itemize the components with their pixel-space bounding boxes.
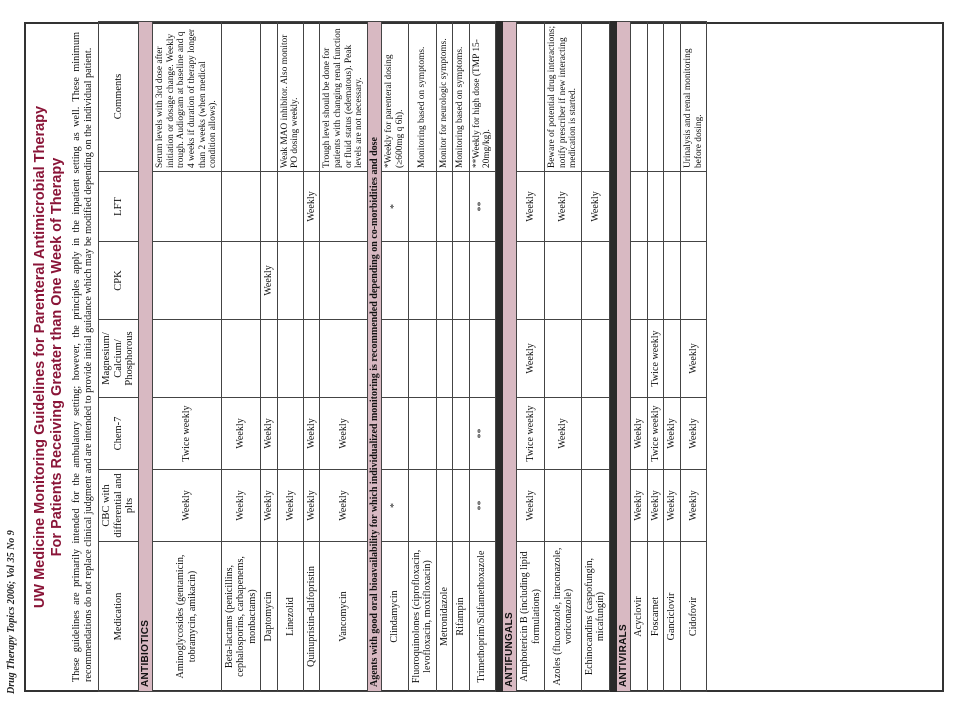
header-row bbox=[99, 22, 139, 692]
cell-cpk bbox=[545, 242, 582, 320]
cell-lft bbox=[680, 172, 706, 242]
cell-lft bbox=[277, 172, 303, 242]
cell-cbc bbox=[436, 470, 453, 542]
table-row bbox=[581, 22, 609, 692]
cell-med: Rifampin bbox=[453, 542, 470, 692]
cell-mag bbox=[221, 320, 261, 398]
cell-chem7: Weekly bbox=[631, 398, 648, 470]
cell-comments: Urinalysis and renal monitoring before dosing. bbox=[680, 22, 706, 172]
cell-med: Foscarnet bbox=[647, 542, 664, 692]
cell-chem7: Weekly bbox=[303, 398, 320, 470]
header-chem7: Chem-7 bbox=[99, 398, 139, 470]
cell-lft: Weekly bbox=[303, 172, 320, 242]
cell-comments: Trough level should be done for patients with changing renal function or fluid status (edematous). Peak levels are not necessary. bbox=[320, 22, 367, 172]
cell-med: Echinocandins (caspofungin, micafungin) bbox=[581, 542, 609, 692]
cell-med: Quinupristin-dalfopristin bbox=[303, 542, 320, 692]
cell-lft bbox=[221, 172, 261, 242]
cell-cpk bbox=[153, 242, 222, 320]
header-cbc: CBC with differential and plts bbox=[99, 470, 139, 542]
table-row bbox=[664, 22, 681, 692]
cell-mag bbox=[303, 320, 320, 398]
cell-chem7 bbox=[408, 398, 436, 470]
header-cpk: CPK bbox=[99, 242, 139, 320]
cell-med: Ganciclovir bbox=[664, 542, 681, 692]
cell-comments bbox=[221, 22, 261, 172]
cell-lft bbox=[408, 172, 436, 242]
cell-mag bbox=[664, 320, 681, 398]
cell-chem7 bbox=[581, 398, 609, 470]
section-divider bbox=[609, 22, 616, 692]
table-row bbox=[320, 22, 367, 692]
header-medication: Medication bbox=[99, 542, 139, 692]
cell-cpk bbox=[453, 242, 470, 320]
cell-lft bbox=[320, 172, 367, 242]
section-row-oral bbox=[367, 22, 382, 692]
cell-chem7: Twice weekly bbox=[647, 398, 664, 470]
cell-cpk bbox=[277, 242, 303, 320]
cell-med: Clindamycin bbox=[382, 542, 408, 692]
cell-chem7: Twice weekly bbox=[153, 398, 222, 470]
cell-comments: *Weekly for parenteral dosing (≥600mg q 6h). bbox=[382, 22, 408, 172]
cell-med: Beta-lactams (penicillins, cephalosporins, carbapenems, monbactams) bbox=[221, 542, 261, 692]
cell-chem7 bbox=[382, 398, 408, 470]
section-label-antifungals: ANTIFUNGALS bbox=[502, 22, 517, 692]
cell-cbc: Weekly bbox=[320, 470, 367, 542]
cell-mag bbox=[277, 320, 303, 398]
cell-cpk bbox=[680, 242, 706, 320]
section-row-antivirals bbox=[616, 22, 631, 692]
cell-med: Metronidazole bbox=[436, 542, 453, 692]
table-row bbox=[277, 22, 303, 692]
cell-med: Azoles (fluconazole, itraconazole, voriconazole) bbox=[545, 542, 582, 692]
cell-chem7: Weekly bbox=[664, 398, 681, 470]
cell-mag bbox=[153, 320, 222, 398]
cell-chem7: Weekly bbox=[261, 398, 278, 470]
section-divider bbox=[495, 22, 502, 692]
cell-mag bbox=[631, 320, 648, 398]
cell-mag: Weekly bbox=[517, 320, 545, 398]
cell-comments bbox=[517, 22, 545, 172]
section-label-oral: Agents with good oral bioavailability for which individualized monitoring is recommended depending on co-morbidities and dose bbox=[367, 22, 382, 692]
table-row bbox=[221, 22, 261, 692]
cell-mag bbox=[320, 320, 367, 398]
cell-comments: Weak MAO inhibitor. Also monitor PO dosing weekly. bbox=[277, 22, 303, 172]
table-row bbox=[545, 22, 582, 692]
cell-cbc: * bbox=[382, 470, 408, 542]
cell-comments bbox=[631, 22, 648, 172]
header-magnesium: Magnesium/ Calcium/ Phosphorous bbox=[99, 320, 139, 398]
cell-lft bbox=[436, 172, 453, 242]
cell-cbc: Weekly bbox=[664, 470, 681, 542]
cell-cpk bbox=[303, 242, 320, 320]
cell-cpk bbox=[382, 242, 408, 320]
cell-chem7: Weekly bbox=[680, 398, 706, 470]
table-row bbox=[469, 22, 495, 692]
cell-comments bbox=[303, 22, 320, 172]
cell-med: Amphotericin B (including lipid formulations) bbox=[517, 542, 545, 692]
cell-comments bbox=[664, 22, 681, 172]
cell-cpk: Weekly bbox=[261, 242, 278, 320]
cell-comments bbox=[261, 22, 278, 172]
cell-cbc: Weekly bbox=[221, 470, 261, 542]
cell-cbc: Weekly bbox=[153, 470, 222, 542]
table-row bbox=[680, 22, 706, 692]
cell-med: Fluoroquinolones (ciprofloxacin, levofloxacin, moxifloxacin) bbox=[408, 542, 436, 692]
document-frame bbox=[24, 22, 944, 692]
cell-cpk bbox=[320, 242, 367, 320]
cell-cbc: Weekly bbox=[303, 470, 320, 542]
table-row bbox=[631, 22, 648, 692]
cell-lft: Weekly bbox=[545, 172, 582, 242]
title-block bbox=[26, 24, 68, 690]
header-lft: LFT bbox=[99, 172, 139, 242]
cell-mag: Twice weekly bbox=[647, 320, 664, 398]
cell-med: Acyclovir bbox=[631, 542, 648, 692]
cell-mag bbox=[581, 320, 609, 398]
cell-cpk bbox=[436, 242, 453, 320]
monitoring-table bbox=[98, 21, 707, 692]
cell-comments bbox=[647, 22, 664, 172]
header-comments: Comments bbox=[99, 22, 139, 172]
cell-cpk bbox=[469, 242, 495, 320]
table-row bbox=[453, 22, 470, 692]
cell-cbc bbox=[453, 470, 470, 542]
cell-mag bbox=[545, 320, 582, 398]
cell-med: Trimethoprim/Sulfamethoxazole bbox=[469, 542, 495, 692]
table-row bbox=[436, 22, 453, 692]
section-row-antibiotics bbox=[138, 22, 153, 692]
cell-med: Vancomycin bbox=[320, 542, 367, 692]
footer-citation: Drug Therapy Topics 2006; Vol 35 No 9 bbox=[6, 530, 17, 694]
cell-cpk bbox=[221, 242, 261, 320]
table-row bbox=[153, 22, 222, 692]
cell-comments: Monitor for neurologic symptoms. bbox=[436, 22, 453, 172]
cell-mag bbox=[436, 320, 453, 398]
cell-cbc: ** bbox=[469, 470, 495, 542]
cell-cbc: Weekly bbox=[277, 470, 303, 542]
document-title: UW Medicine Monitoring Guidelines for Parenteral Antimicrobial Therapy bbox=[32, 105, 48, 609]
table-row bbox=[408, 22, 436, 692]
cell-comments bbox=[581, 22, 609, 172]
table-row bbox=[303, 22, 320, 692]
cell-med: Daptomycin bbox=[261, 542, 278, 692]
section-label-antivirals: ANTIVIRALS bbox=[616, 22, 631, 692]
cell-cbc: Weekly bbox=[680, 470, 706, 542]
cell-chem7: ** bbox=[469, 398, 495, 470]
cell-lft bbox=[261, 172, 278, 242]
table-row bbox=[517, 22, 545, 692]
table-row bbox=[382, 22, 408, 692]
cell-mag bbox=[408, 320, 436, 398]
cell-mag bbox=[469, 320, 495, 398]
cell-med: Cidofovir bbox=[680, 542, 706, 692]
section-divider-cell bbox=[609, 22, 616, 692]
cell-med: Linezolid bbox=[277, 542, 303, 692]
cell-comments: Serum levels with 3rd dose after initiation or dosage change. Weekly trough. Audiogram at baseline and q 4 weeks if duration of therapy longer than 2 weeks (when medical condition allows). bbox=[153, 22, 222, 172]
cell-cpk bbox=[647, 242, 664, 320]
cell-mag bbox=[453, 320, 470, 398]
cell-mag bbox=[382, 320, 408, 398]
cell-cbc: Weekly bbox=[261, 470, 278, 542]
cell-cbc: Weekly bbox=[517, 470, 545, 542]
cell-mag bbox=[261, 320, 278, 398]
cell-cbc: Weekly bbox=[647, 470, 664, 542]
cell-lft bbox=[664, 172, 681, 242]
document-subtitle: For Patients Receiving Greater than One Week of Therapy bbox=[49, 157, 65, 557]
cell-cpk bbox=[664, 242, 681, 320]
intro-paragraph: These guidelines are primarily intended for the ambulatory setting; however, the principles apply in the inpatient setting as well. These minimum recommendations do not replace clinical judgment and are intended to provide initial guidance which may be modified depending on the individual patient. bbox=[71, 32, 94, 682]
cell-lft: * bbox=[382, 172, 408, 242]
cell-cpk bbox=[581, 242, 609, 320]
cell-cbc bbox=[545, 470, 582, 542]
cell-lft: ** bbox=[469, 172, 495, 242]
cell-comments: **Weekly for high dose (TMP 15-20mg/kg). bbox=[469, 22, 495, 172]
cell-cbc bbox=[408, 470, 436, 542]
cell-chem7: Weekly bbox=[221, 398, 261, 470]
cell-cpk bbox=[517, 242, 545, 320]
cell-lft bbox=[153, 172, 222, 242]
section-label-antibiotics: ANTIBIOTICS bbox=[138, 22, 153, 692]
table-row bbox=[647, 22, 664, 692]
cell-mag: Weekly bbox=[680, 320, 706, 398]
cell-chem7: Twice weekly bbox=[517, 398, 545, 470]
cell-chem7 bbox=[453, 398, 470, 470]
cell-chem7: Weekly bbox=[320, 398, 367, 470]
cell-lft bbox=[453, 172, 470, 242]
cell-comments: Monitoring based on symptoms. bbox=[408, 22, 436, 172]
cell-cbc bbox=[581, 470, 609, 542]
cell-lft: Weekly bbox=[517, 172, 545, 242]
cell-cpk bbox=[631, 242, 648, 320]
cell-comments: Monitoring based on symptoms. bbox=[453, 22, 470, 172]
cell-cpk bbox=[408, 242, 436, 320]
cell-med: Aminoglycosides (gentamicin, tobramycin, amikacin) bbox=[153, 542, 222, 692]
cell-chem7 bbox=[277, 398, 303, 470]
cell-cbc: Weekly bbox=[631, 470, 648, 542]
cell-chem7: Weekly bbox=[545, 398, 582, 470]
section-divider-cell bbox=[495, 22, 502, 692]
cell-lft bbox=[631, 172, 648, 242]
section-row-antifungals bbox=[502, 22, 517, 692]
cell-chem7 bbox=[436, 398, 453, 470]
cell-comments: Beware of potential drug interactions; notify prescriber if new interacting medication is started. bbox=[545, 22, 582, 172]
cell-lft: Weekly bbox=[581, 172, 609, 242]
cell-lft bbox=[647, 172, 664, 242]
table-row bbox=[261, 22, 278, 692]
